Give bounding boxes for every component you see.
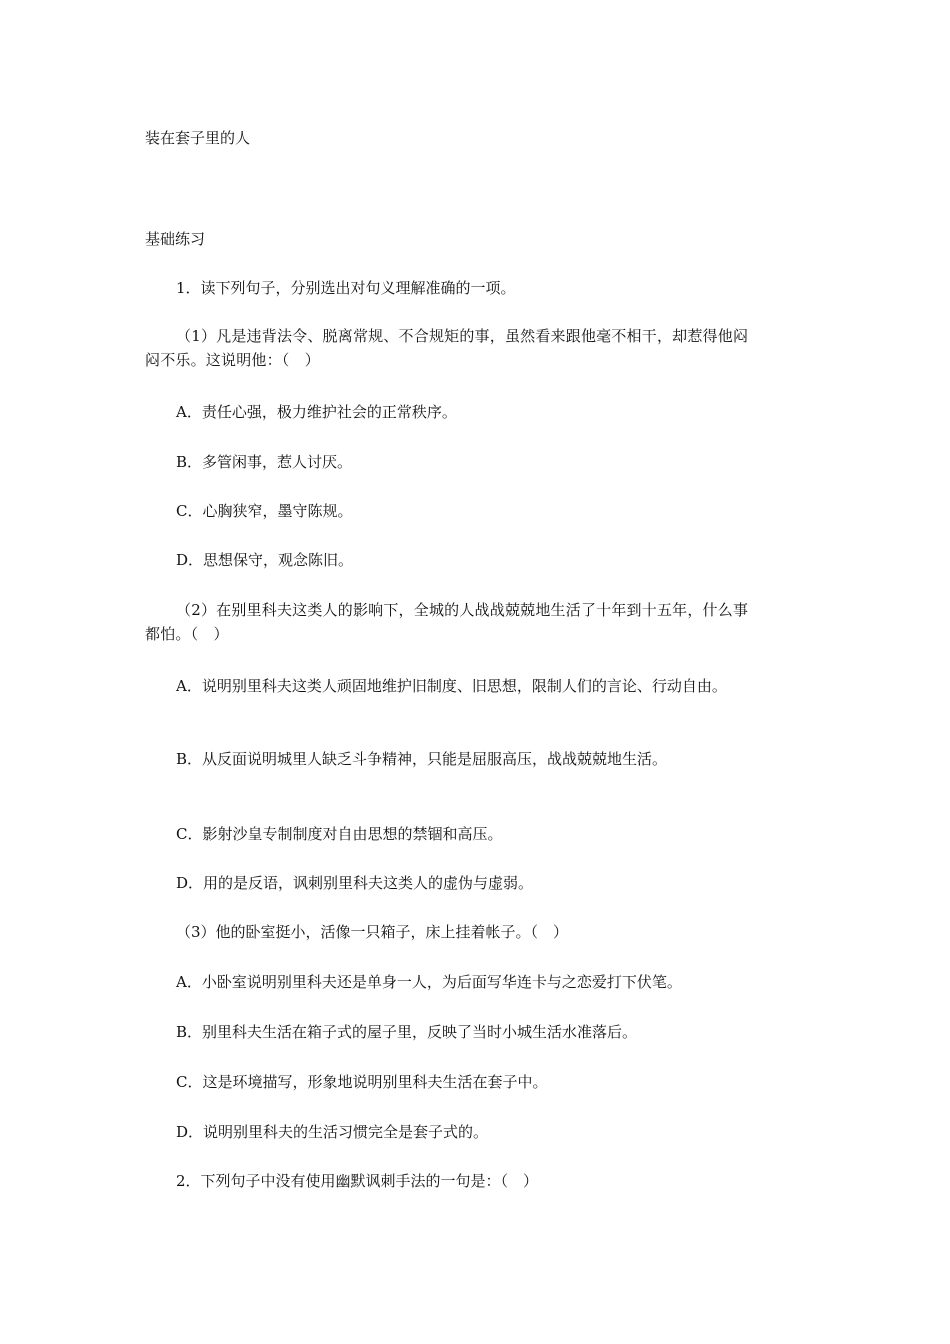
option-1-2-c: C．影射沙皇专制制度对自由思想的禁锢和高压。: [176, 825, 503, 843]
question-1-1-stem: [145, 324, 807, 372]
option-1-3-d: D．说明别里科夫的生活习惯完全是套子式的。: [176, 1123, 489, 1141]
question-1-2-stem-line2: 都怕。（ ）: [145, 625, 229, 643]
option-1-3-c: C．这是环境描写，形象地说明别里科夫生活在套子中。: [176, 1073, 548, 1091]
question-2-stem: 2．下列句子中没有使用幽默讽刺手法的一句是：（ ）: [176, 1172, 539, 1190]
option-1-1-c: C．心胸狭窄，墨守陈规。: [176, 502, 353, 520]
option-1-2-d: D．用的是反语，讽刺别里科夫这类人的虚伪与虚弱。: [176, 874, 534, 892]
option-1-2-b: B．从反面说明城里人缺乏斗争精神，只能是屈服高压，战战兢兢地生活。: [176, 750, 668, 768]
option-1-2-a: A．说明别里科夫这类人顽固地维护旧制度、旧思想，限制人们的言论、行动自由。: [176, 677, 727, 695]
option-1-3-a: A．小卧室说明别里科夫还是单身一人，为后面写华连卡与之恋爱打下伏笔。: [176, 973, 682, 991]
option-1-3-b: B．别里科夫生活在箱子式的屋子里，反映了当时小城生活水准落后。: [176, 1023, 638, 1041]
question-1-1-stem-line1: （1）凡是违背法令、脱离常规、不合规矩的事，虽然看来跟他毫不相干，却惹得他闷: [176, 327, 749, 345]
question-1-2-stem: [145, 598, 807, 646]
option-1-1-d: D．思想保守，观念陈旧。: [176, 551, 354, 569]
question-1-stem: 1．读下列句子，分别选出对句义理解准确的一项。: [176, 279, 516, 297]
option-1-1-a: A．责任心强，极力维护社会的正常秩序。: [176, 403, 457, 421]
section-heading: 基础练习: [145, 230, 206, 248]
question-1-2-stem-line1: （2）在别里科夫这类人的影响下，全城的人战战兢兢地生活了十年到十五年，什么事: [176, 601, 749, 619]
question-1-1-stem-line2: 闷不乐。这说明他：（ ）: [145, 351, 320, 369]
question-1-3-stem: （3）他的卧室挺小，活像一只箱子，床上挂着帐子。（ ）: [176, 923, 569, 941]
option-1-1-b: B．多管闲事，惹人讨厌。: [176, 453, 353, 471]
document-title: 装在套子里的人: [145, 129, 251, 147]
